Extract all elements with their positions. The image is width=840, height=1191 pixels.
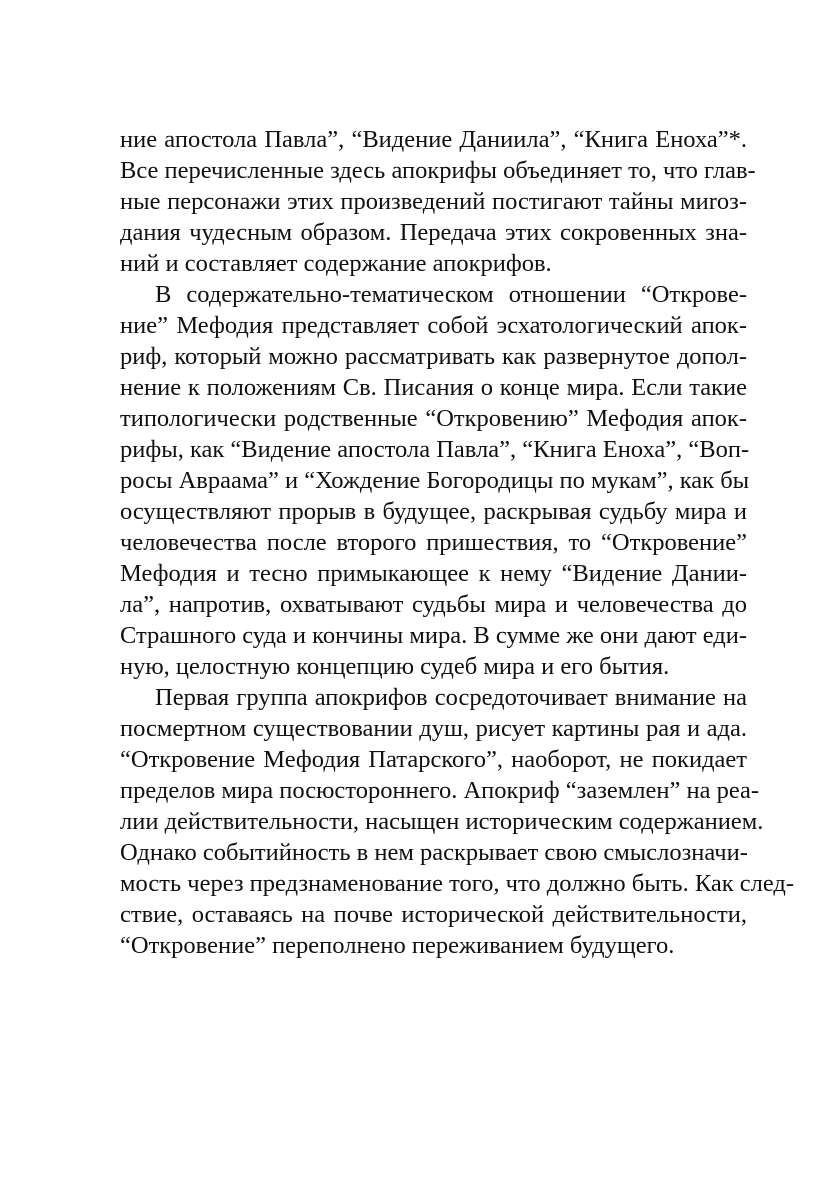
body-line-20: посмертном существовании душ, рисует картины рая и ада.: [120, 715, 747, 742]
body-line-16: ла”, напротив, охватывают судьбы мира и человечества до: [120, 591, 747, 618]
body-line-24: Однако событийность в нем раскрывает свою смыслозначи-: [120, 839, 748, 866]
body-line-27: “Откровение” переполнено переживанием будущего.: [120, 932, 675, 959]
body-line-18: ную, целостную концепцию судеб мира и его бытия.: [120, 653, 670, 680]
body-line-3: ные персонажи этих произведений постигают тайны миroз-: [120, 188, 747, 215]
body-line-11: рифы, как “Видение апостола Павла”, “Книга Еноха”, “Воп-: [120, 436, 750, 463]
body-line-13: осуществляют прорыв в будущее, раскрывая судьбу мира и: [120, 498, 747, 525]
body-line-23: лии действительности, насыщен историческим содержанием.: [120, 808, 764, 835]
body-line-7: ние” Мефодия представляет собой эсхатологический апок-: [120, 312, 747, 339]
body-line-25: мость через предзнаменование того, что должно быть. Как след-: [120, 870, 795, 897]
body-line-9: нение к положениям Св. Писания о конце мира. Если такие: [120, 374, 747, 401]
body-line-15: Мефодия и тесно примыкающее к нему “Видение Дании-: [120, 560, 747, 587]
body-line-10: типологически родственные “Откровению” Мефодия апок-: [120, 405, 747, 432]
body-line-19: Первая группа апокрифов сосредоточивает внимание на: [155, 684, 747, 711]
body-line-8: риф, который можно рассматривать как развернутое допол-: [120, 343, 747, 370]
body-line-1: ние апостола Павла”, “Видение Даниила”, “Книга Еноха”*.: [120, 126, 747, 153]
body-line-14: человечества после второго пришествия, то “Откровение”: [120, 529, 747, 556]
body-line-6: В содержательно-тематическом отношении “Открове-: [155, 281, 747, 308]
body-line-4: дания чудесным образом. Передача этих сокровенных зна-: [120, 219, 747, 246]
body-line-22: пределов мира посюстороннего. Апокриф “заземлен” на реа-: [120, 777, 760, 804]
body-line-21: “Откровение Мефодия Патарского”, наоборот, не покидает: [120, 746, 747, 773]
body-line-12: росы Авраама” и “Хождение Богородицы по мукам”, как бы: [120, 467, 750, 494]
body-line-17: Страшного суда и кончины мира. В сумме же они дают еди-: [120, 622, 747, 649]
body-line-26: ствие, оставаясь на почве исторической действительности,: [120, 901, 747, 928]
body-line-5: ний и составляет содержание апокрифов.: [120, 250, 552, 277]
body-line-2: Все перечисленные здесь апокрифы объединяет то, что глав-: [120, 157, 756, 184]
